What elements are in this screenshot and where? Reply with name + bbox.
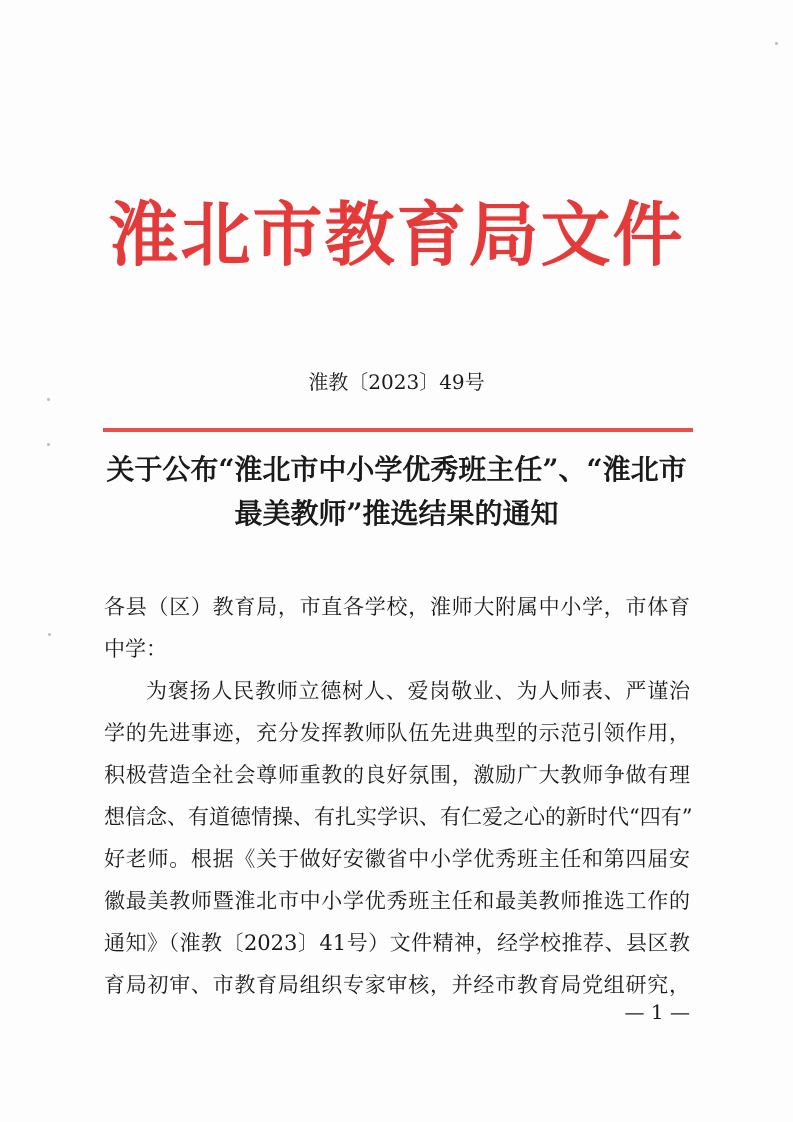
paragraph-1-line-4: 想信念、有道德情操、有扎实学识、有仁爱之心的新时代“四有” <box>104 805 693 829</box>
paragraph-1-line-7: 通知》（淮教〔2023〕41号）文件精神，经学校推荐、县区教 <box>104 931 690 955</box>
paragraph-1-line-2: 学的先进事迹，充分发挥教师队伍先进典型的示范引领作用， <box>104 721 690 745</box>
salutation-line-2: 中学： <box>104 637 167 661</box>
scan-speck <box>48 633 51 636</box>
paragraph-1 <box>104 670 693 1006</box>
notice-title-line-1: 关于公布“淮北市中小学优秀班主任”、“淮北市 <box>106 453 687 486</box>
scan-speck <box>47 443 50 446</box>
document-number: 淮教〔2023〕49号 <box>308 370 485 394</box>
page-number: — 1 — <box>624 1000 690 1024</box>
paragraph-1-line-1: 为褒扬人民教师立德树人、爱岗敬业、为人师表、严谨治 <box>146 679 690 703</box>
paragraph-1-line-6: 徽最美教师暨淮北市中小学优秀班主任和最美教师推选工作的 <box>104 889 690 913</box>
masthead-title: 淮北市教育局文件 <box>108 194 685 276</box>
body-text <box>104 586 693 1006</box>
paragraph-1-line-3: 积极营造全社会尊师重教的良好氛围，激励广大教师争做有理 <box>104 763 690 787</box>
notice-title-line-2: 最美教师”推选结果的通知 <box>234 497 559 530</box>
salutation-line-1: 各县（区）教育局，市直各学校，淮师大附属中小学，市体育 <box>104 595 690 619</box>
paragraph-1-line-5: 好老师。根据《关于做好安徽省中小学优秀班主任和第四届安 <box>104 847 690 871</box>
scan-speck <box>775 42 778 45</box>
salutation <box>104 586 690 670</box>
scan-speck <box>47 398 50 401</box>
red-divider-line <box>103 428 693 432</box>
paragraph-1-line-8: 育局初审、市教育局组织专家审核，并经市教育局党组研究， <box>104 973 690 997</box>
notice-title <box>80 448 713 536</box>
